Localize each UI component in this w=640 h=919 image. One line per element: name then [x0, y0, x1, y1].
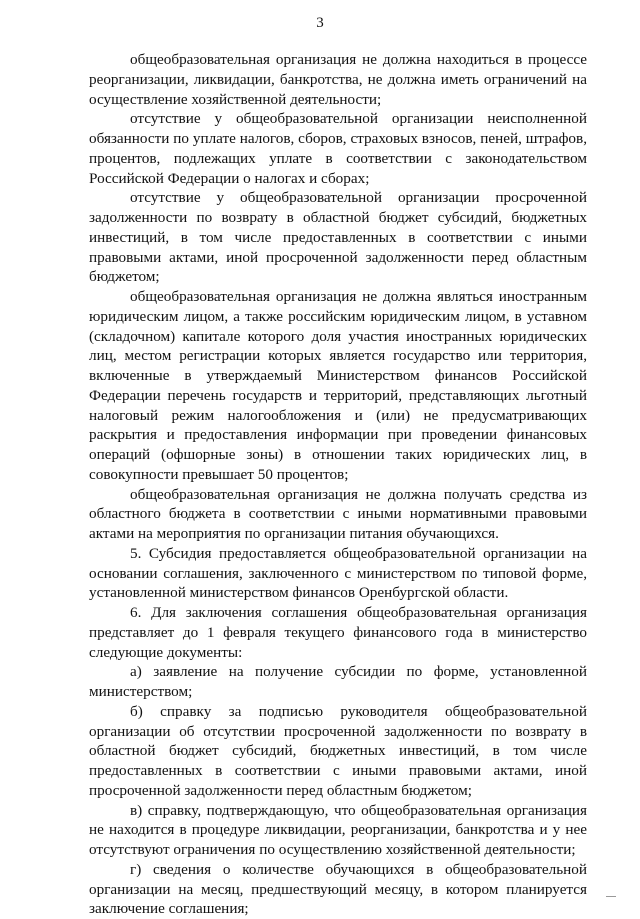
- paragraph-subitem-a-application: а) заявление на получение субсидии по форме, установленной министерством;: [89, 663, 587, 700]
- page-number: 3: [316, 15, 324, 31]
- paragraph-requirement-no-other-funds: общеобразовательная организация не должна получать средства из областного бюджета в соответствии с иными нормативными правовыми актами на мероприятия по организации питания обучающихся.: [89, 485, 587, 542]
- paragraph-item-6-documents: 6. Для заключения соглашения общеобразовательная организация представляет до 1 февраля текущего финансового года в министерство следующие документы:: [89, 604, 587, 661]
- paragraph-requirement-no-budget-debt: отсутствие у общеобразовательной организации просроченной задолженности по возврату в областной бюджет субсидий, бюджетных инвестиций, в том числе предоставленных в соответствии с иными правовыми актами, иной просроченной задолженности перед областным бюджетом;: [89, 189, 587, 286]
- paragraph-subitem-g-student-count: г) сведения о количестве обучающихся в общеобразовательной организации на месяц, предшествующий месяцу, в котором планируется заключение соглашения;: [89, 860, 587, 918]
- paragraph-requirement-not-foreign-entity: общеобразовательная организация не должна являться иностранным юридическим лицом, а также российским юридическим лицом, в уставном (складочном) капитале которого доля участия иностранных юридических лиц, местом регистрации которых является государство или территория, включенные в утверждаемый Министерством финансов Российской Федерации перечень государств и территорий, представляющих льготный налоговый режим налогообложения и (или) не предусматривающих раскрытия и предоставления информации при проведении финансовых операций (офшорные зоны) в отношении таких юридических лиц, в совокупности превышает 50 процентов;: [89, 288, 587, 483]
- paragraph-subitem-b-certificate-debt: б) справку за подписью руководителя общеобразовательной организации об отсутствии просроченной задолженности по возврату в областной бюджет субсидий, бюджетных инвестиций, в том числе предоставленных в соответствии с иными правовыми актами, иной просроченной задолженности перед областным бюджетом;: [89, 702, 587, 799]
- document-body: [89, 50, 587, 919]
- paragraph-requirement-no-reorganization: общеобразовательная организация не должна находиться в процессе реорганизации, ликвидации, банкротства, не должна иметь ограничений на осуществление хозяйственной деятельности;: [89, 51, 587, 108]
- paragraph-item-5-subsidy-agreement: 5. Субсидия предоставляется общеобразовательной организации на основании соглашения, заключенного с министерством по типовой форме, установленной министерством финансов Оренбургской области.: [89, 544, 587, 602]
- scan-corner-mark: [606, 896, 616, 897]
- paragraph-subitem-v-certificate-liquidation: в) справку, подтверждающую, что общеобразовательная организация не находится в процедуре ликвидации, реорганизации, банкротства и у нее отсутствуют ограничения по осуществлению хозяйственной деятельности;: [89, 801, 587, 858]
- paragraph-requirement-no-tax-debt: отсутствие у общеобразовательной организации неисполненной обязанности по уплате налогов, сборов, страховых взносов, пеней, штрафов, процентов, подлежащих уплате в соответствии с законодательством Российской Федерации о налогах и сборах;: [89, 110, 587, 187]
